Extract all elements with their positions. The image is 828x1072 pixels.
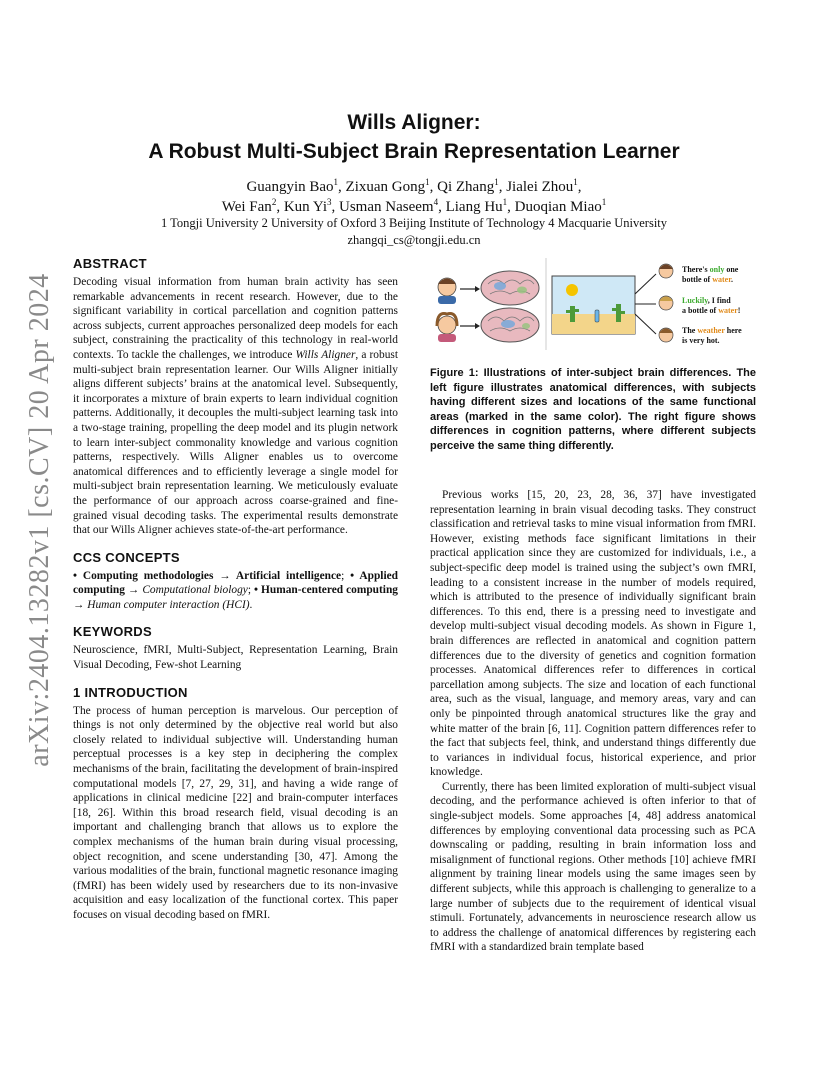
cactus-icon — [570, 306, 575, 322]
figure-1-caption: Figure 1: Illustrations of inter-subject brain differences. The left figure illustrates anatomical differences, with subjects having different sizes and locations of the same functional areas (marked in the same color). The right figure shows differences in cognition patterns, where different subjects perceive the same thing differently. — [430, 367, 756, 452]
intro-heading: 1 INTRODUCTION — [73, 684, 188, 700]
speech-bubble-3: The weather here is very hot. — [682, 326, 742, 345]
paper-title-line1: Wills Aligner: — [347, 111, 481, 134]
intro-paragraph-2: Previous works [15, 20, 23, 28, 36, 37] have investigated representation learning in brain visual decoding tasks. They construct classification and retrieval tasks to mine visual information from fMRI. However, existing methods face significant limitations in their practical application since they are customized for individuals, i.e., a subject-specific deep model is trained using the subject’s own fMRI, leading to a consistent increase in the number of models required, which is attributed to the presence of individually significant brain differences. To this end, there is a pressing need to investigate and develop multi-subject visual decoding models. As shown in Figure 1, brain differences are reflected in anatomical and cognition pattern differences due to the diversity of genetics and cognition formation processes. Anatomical differences refer to differences in cortical parcellation among subjects. The size and location of each functional area, such as the visual, language, and memory areas, vary and can only be pinpointed through anatomical structures like the gray and white matter of the brain [6, 11]. Cognition pattern differences refer to the fact that subjects feel, think, and understand things differently due to variances in individual focus, historical experience, and prior knowledge. — [430, 489, 756, 779]
person-icon — [659, 328, 673, 342]
brain-icon — [481, 271, 539, 305]
person-male-icon — [438, 278, 456, 304]
right-column-text — [430, 488, 756, 955]
ccs-heading: CCS CONCEPTS — [73, 549, 180, 565]
keywords-text: Neuroscience, fMRI, Multi-Subject, Representation Learning, Brain Visual Decoding, Few-shot Learning — [73, 644, 398, 672]
ccs-text: • Computing methodologies → Artificial intelligence; • Applied computing → Computational biology; • Human-centered computing → Human computer interaction (HCI). — [73, 569, 399, 611]
arrow-icon — [460, 323, 480, 329]
arrow-icon — [635, 274, 656, 294]
author-line-1: Guangyin Bao$^1$, Zixuan Gong$^1$, Qi Zhang$^1$, Jialei Zhou$^1$, — [246, 177, 582, 195]
desert-scene-image — [552, 276, 635, 334]
sun-icon — [566, 284, 578, 296]
person-icon — [659, 296, 673, 310]
affiliations: 1 Tongji University 2 University of Oxford 3 Beijing Institute of Technology 4 Macquarie University — [160, 216, 668, 230]
keywords-heading: KEYWORDS — [73, 624, 152, 640]
brain-icon — [481, 308, 539, 342]
abstract-heading: ABSTRACT — [73, 256, 147, 271]
abstract-text: Decoding visual information from human brain activity has seen remarkable advancements in recent research. However, due to the significant variability in cortical parcellation and cognition patterns across subjects, current approaches personalized deep models for each subject, constraining the practicality of this technology in real-world contexts. To tackle the challenges, we introduce Wills Aligner, a robust multi-subject brain representation learner. Our Wills Aligner initially aligns different subjects’ brains at the anatomical level. Subsequently, it incorporates a mixture of brain experts to learn individual cognition patterns. Additionally, it decouples the multi-subject learning task into a two-stage training, propelling the deep model and its plugin network to learn inter-subject commonality knowledge and various cognition patterns, respectively. Wills Aligner enables us to overcome anatomical differences and to efficiently leverage a single model for multi-subject brain representation learning. We meticulously evaluate the performance of our approach across coarse-grained and fine-grained visual decoding tasks. The experimental results demonstrate that our Wills Aligner achieves state-of-the-art performance. — [73, 276, 398, 537]
intro-paragraph-1: The process of human perception is marvelous. Our perception of things is not only determined by the objective real world but also closely related to individual subjective will. Understanding human perceptual processes is a key step in deciphering the complex mechanisms of the brain, facilitating the development of brain-inspired computational models [7, 27, 29, 31], and having a wide range of applications in clinical medicine [22] and brain-computer interfaces [18, 26]. Within this broad research field, visual decoding is an important and challenging branch that allows us to explore the complex mechanisms of the human brain during visual processing, object recognition, and scene understanding [30, 47]. Among the various modalities of the brain, functional magnetic resonance imaging (fMRI) has been widely used by researchers due to its non-invasive acquisition and easy localization of the functional cortex. This paper focuses on visual decoding based on fMRI. — [73, 704, 398, 921]
bottle-icon — [595, 310, 599, 322]
arxiv-id: arXiv:2404.13282v1 [cs.CV] 20 Apr 2024 — [24, 273, 55, 767]
paper-title-line2: A Robust Multi-Subject Brain Representation Learner — [148, 140, 680, 163]
arxiv-stamp — [20, 273, 60, 767]
speech-bubble-1: There's only one bottle of water. — [682, 265, 739, 284]
author-line-2: Wei Fan$^2$, Kun Yi$^3$, Usman Naseem$^4$, Liang Hu$^1$, Duoqian Miao$^1$ — [221, 197, 607, 215]
email: zhangqi_cs@tongji.edu.cn — [347, 233, 481, 247]
left-column — [73, 256, 398, 923]
speech-bubble-2: Luckily, I find a bottle of water! — [682, 296, 741, 315]
arrow-icon — [635, 314, 656, 334]
cactus-icon — [616, 304, 621, 322]
person-icon — [659, 264, 673, 278]
figure-1 — [430, 254, 760, 354]
intro-paragraph-3: Currently, there has been limited exploration of multi-subject visual decoding, and the performance achieved is often inferior to that of single-subject models. Some approaches [4, 48] address anatomical differences by employing conventional data processing such as PCA downscaling or padding, resulting in brain information loss and misalignment of functional regions. Other methods [10] achieve fMRI alignment by training linear models using the same images seen by different subjects, while this approach is challenging to generalize to a large number of subjects due to the requirement of identical visual stimuli. Fortunately, advancements in neuroscience research allow us to address the challenge of anatomical differences by registering each fMRI with a standardized brain template based — [430, 780, 756, 954]
person-female-icon — [437, 314, 457, 343]
arrow-icon — [460, 286, 480, 292]
